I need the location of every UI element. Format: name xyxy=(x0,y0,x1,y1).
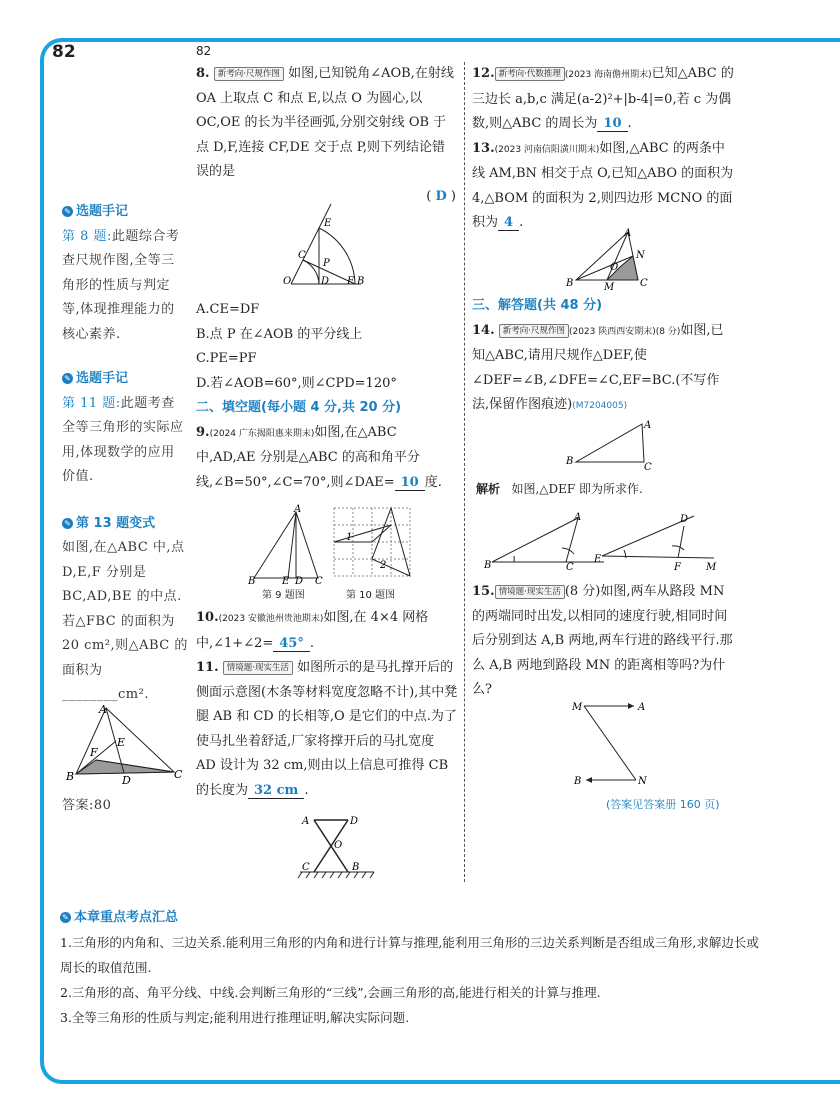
label-N: N xyxy=(638,776,647,787)
label-C: C xyxy=(174,768,183,781)
q8-answer: ( D ) xyxy=(426,188,456,204)
note-icon: ✎ xyxy=(62,373,73,384)
summary-icon: ✎ xyxy=(60,912,71,923)
label-B: B xyxy=(566,278,574,289)
summary-item: 3.全等三角形的性质与判定;能利用进行推理证明,解决实际问题. xyxy=(60,1010,410,1025)
label-M: M xyxy=(706,562,717,573)
label-F: F xyxy=(347,276,354,287)
figure-14-solution xyxy=(484,508,724,573)
right-column-q14 xyxy=(472,294,734,419)
label-A: A xyxy=(294,504,302,515)
note-icon: ✎ xyxy=(62,206,73,217)
note2-title: ✎ 选题手记 xyxy=(62,367,188,392)
q8-option-d: D.若∠AOB=60°,则∠CPD=120° xyxy=(196,375,397,391)
label-D: D xyxy=(680,514,689,525)
label-A: A xyxy=(644,420,652,431)
q8-option-c: C.PE=PF xyxy=(196,351,257,366)
variant-icon: ✎ xyxy=(62,518,73,529)
label-1: 1 xyxy=(346,532,353,543)
note1-body: 第 8 题:此题综合考查尺规作图,全等三角形的性质与判定等,体现推理能力的核心素养. xyxy=(62,228,180,342)
q14-solution: 解析 如图,△DEF 即为所求作. xyxy=(476,482,643,496)
question-12: 12. 新考向·代数推理 (2023 海南儋州期末)已知△ABC 的三边长 a,b,c 满足(a-2)²+|b-4|=0,若 c 为偶数,则△ABC 的周长为 10 . xyxy=(472,66,734,131)
q13-answer: 4 xyxy=(498,215,519,231)
label-D: D xyxy=(295,576,304,587)
label-A: A xyxy=(574,512,582,523)
label-D: D xyxy=(350,816,359,827)
label-A: A xyxy=(624,228,632,239)
page-number-inner: 82 xyxy=(196,44,212,58)
figure-11 xyxy=(296,812,378,882)
tag: 情境题·现实生活 xyxy=(495,585,565,599)
section-2-heading: 二、填空题(每小题 4 分,共 20 分) xyxy=(196,400,402,415)
right-column xyxy=(472,62,734,236)
question-15: 15. 情境题·现实生活 (8 分)如图,两车从路段 MN 的两端同时出发,以相同的速度行驶,相同时间后分别到达 A,B 两地,两车行进的路线平行.那么 A,B 两地到路段 MN 的距离相等吗?为什么? xyxy=(472,584,733,697)
question-8: 8. 新考向·尺规作图 如图,已知锐角∠AOB,在射线 OA 上取点 C 和点 E,以点 O 为圆心,以 OC,OE 的长为半径画弧,分别交射线 OB 于点 D,F,连接 CF,DE 交于点 P,则下列结论错误的是 xyxy=(196,66,454,179)
right-column-q15 xyxy=(472,580,734,703)
label-F: F xyxy=(90,746,98,759)
label-B: B xyxy=(357,276,365,287)
label-E: E xyxy=(594,554,602,565)
variant-answer: 答案:80 xyxy=(62,798,112,813)
label-C: C xyxy=(566,562,574,573)
figure-14 xyxy=(566,420,662,473)
variant-title: ✎ 第 13 题变式 xyxy=(62,512,188,537)
tag: 情境题·现实生活 xyxy=(223,661,293,675)
tag: 新考向·代数推理 xyxy=(495,67,565,81)
figure-10 xyxy=(334,508,414,580)
label-C: C xyxy=(315,576,323,587)
figure-13 xyxy=(566,228,656,292)
label-E: E xyxy=(117,736,126,749)
tag: 新考向·尺规作图 xyxy=(499,324,569,338)
figure-15 xyxy=(566,696,662,792)
label-O: O xyxy=(283,276,292,287)
figure-8 xyxy=(283,200,363,292)
label-M: M xyxy=(572,702,583,713)
label-A: A xyxy=(99,703,107,716)
label-O: O xyxy=(334,840,343,851)
question-10: 10.(2023 安徽池州贵池期末)如图,在 4×4 网格中,∠1+∠2= 45° . xyxy=(196,610,429,651)
note1-title: ✎ 选题手记 xyxy=(62,200,188,225)
label-C: C xyxy=(644,462,652,473)
note2-body: 第 11 题:此题考查全等三角形的实际应用,体现数学的应用价值. xyxy=(62,395,184,484)
label-D: D xyxy=(122,774,131,787)
label-F: F xyxy=(674,562,681,573)
label-N: N xyxy=(636,250,645,261)
middle-column-q10-11 xyxy=(196,606,458,803)
variant-body: 如图,在△ABC 中,点 D,E,F 分别是 BC,AD,BE 的中点.若△FBC 的面积为 20 cm²,则△ABC 的面积为________cm². xyxy=(62,540,188,702)
label-B: B xyxy=(484,560,492,571)
label-B: B xyxy=(566,456,574,467)
summary-item: 1.三角形的内角和、三边关系.能利用三角形的内角和进行计算与推理,能利用三角形的三边关系判断是否组成三角形,求解边长或周长的取值范围. xyxy=(60,935,759,975)
label-B: B xyxy=(248,576,256,587)
column-divider xyxy=(464,62,465,882)
q11-answer: 32 cm xyxy=(248,783,304,799)
label-O: O xyxy=(610,262,619,273)
summary-title: ✎ 本章重点考点汇总 xyxy=(60,905,760,930)
label-C: C xyxy=(640,278,648,289)
tag: 新考向·尺规作图 xyxy=(214,67,284,81)
chapter-summary xyxy=(60,905,760,1030)
fig10-caption: 第 10 题图 xyxy=(346,590,396,601)
q8-option-a: A.CE=DF xyxy=(196,302,260,317)
question-11: 11. 情境题·现实生活 如图所示的是马扎撑开后的侧面示意图(木条等材料宽度忽略不计),其中凳腿 AB 和 CD 的长相等,O 是它们的中点.为了使马扎坐着舒适,厂家将撑开后的马扎宽度 AD 设计为 32 cm,则由以上信息可推得 CB 的长度为 32 cm . xyxy=(196,660,458,798)
q14-code: (M7204005) xyxy=(572,401,628,411)
q10-answer: 45° xyxy=(273,636,310,652)
figure-9 xyxy=(248,504,328,587)
middle-column-lower xyxy=(196,298,458,495)
page-number: 82 xyxy=(52,42,76,62)
label-A: A xyxy=(638,702,646,713)
label-B: B xyxy=(574,776,582,787)
sidebar xyxy=(62,200,188,708)
label-B: B xyxy=(352,862,360,873)
question-13: 13.(2023 河南信阳潢川期末)如图,△ABC 的两条中线 AM,BN 相交于点 O,已知△ABO 的面积为 4,△BOM 的面积为 2,则四边形 MCNO 的面积为 4 . xyxy=(472,140,734,230)
q9-answer: 10 xyxy=(395,475,425,491)
middle-column xyxy=(196,62,456,209)
variant-figure xyxy=(66,704,184,786)
label-P: P xyxy=(323,258,330,269)
label-C: C xyxy=(302,862,310,873)
label-E: E xyxy=(324,218,332,229)
answer-reference: (答案见答案册 160 页) xyxy=(606,798,720,811)
q12-answer: 10 xyxy=(597,116,627,132)
label-C: C xyxy=(298,250,306,261)
label-D: D xyxy=(321,276,330,287)
section-3-heading: 三、解答题(共 48 分) xyxy=(472,298,603,313)
label-2: 2 xyxy=(380,560,387,571)
label-B: B xyxy=(66,770,75,783)
label-A: A xyxy=(302,816,310,827)
q8-option-b: B.点 P 在∠AOB 的平分线上 xyxy=(196,326,363,342)
question-9: 9.(2024 广东揭阳惠来期末)如图,在△ABC 中,AD,AE 分别是△ABC 的高和角平分线,∠B=50°,∠C=70°,则∠DAE= 10 度. xyxy=(196,424,442,490)
question-14: 14. 新考向·尺规作图 (2023 陕西西安期末)(8 分)如图,已知△ABC,请用尺规作△DEF,使∠DEF=∠B,∠DFE=∠C,EF=BC.(不写作法,保留作图痕迹)(M7204005) xyxy=(472,322,724,412)
label-M: M xyxy=(604,282,615,293)
label-E: E xyxy=(282,576,290,587)
summary-item: 2.三角形的高、角平分线、中线.会判断三角形的“三线”,会画三角形的高,能进行相关的计算与推理. xyxy=(60,985,601,1000)
fig9-caption: 第 9 题图 xyxy=(262,590,305,601)
